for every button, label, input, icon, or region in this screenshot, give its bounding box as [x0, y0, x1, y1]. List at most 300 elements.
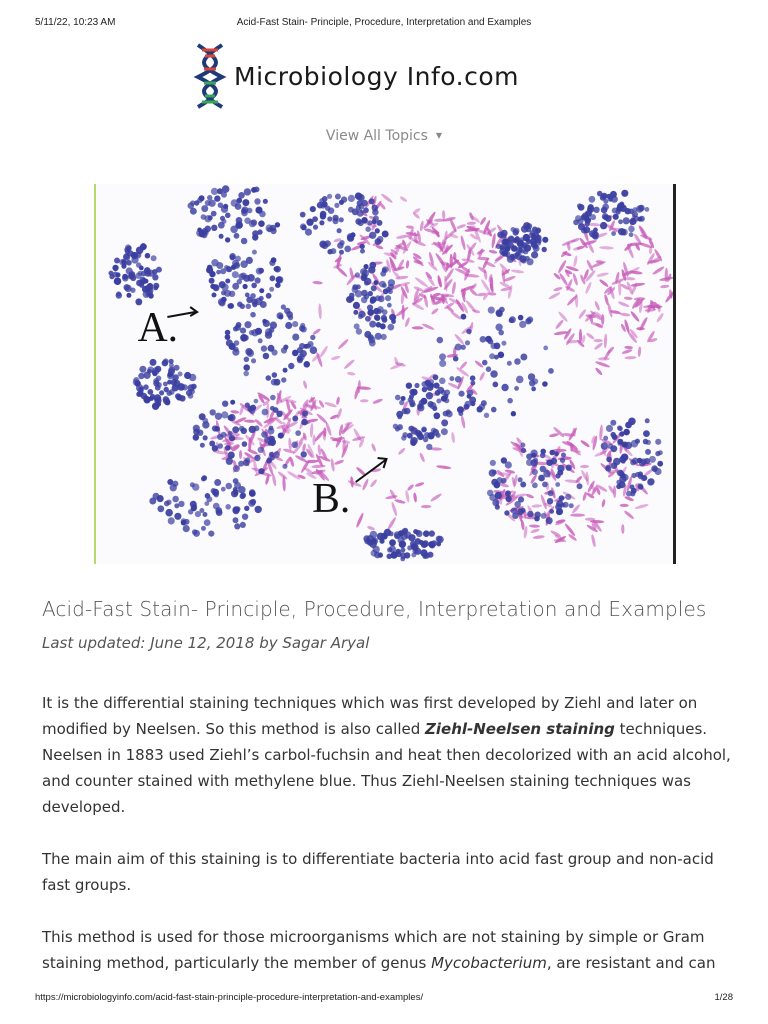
stained-coccus-cell	[292, 416, 298, 422]
stained-coccus-cell	[643, 439, 649, 445]
stained-rod-cell	[335, 435, 343, 448]
stained-coccus-cell	[610, 420, 616, 426]
stained-rod-cell	[624, 346, 633, 350]
stained-coccus-cell	[382, 268, 387, 273]
stained-rod-cell	[434, 218, 445, 222]
stained-coccus-cell	[233, 491, 238, 496]
stained-coccus-cell	[480, 336, 487, 343]
stained-coccus-cell	[221, 432, 227, 438]
stained-coccus-cell	[514, 358, 521, 365]
stained-rod-cell	[347, 372, 356, 376]
stained-coccus-cell	[258, 338, 263, 343]
stained-coccus-cell	[488, 307, 495, 314]
stained-coccus-cell	[638, 474, 643, 479]
site-brand: Microbiology Info.com	[234, 61, 519, 91]
stained-rod-cell	[419, 452, 426, 463]
stained-coccus-cell	[396, 411, 403, 418]
stained-coccus-cell	[310, 335, 315, 340]
stained-coccus-cell	[369, 232, 376, 239]
stained-coccus-cell	[139, 366, 146, 373]
stained-coccus-cell	[249, 330, 254, 335]
stained-coccus-cell	[151, 255, 157, 261]
stained-coccus-cell	[542, 482, 548, 488]
stained-coccus-cell	[188, 509, 193, 514]
stained-rod-cell	[406, 484, 414, 492]
stained-coccus-cell	[258, 447, 264, 453]
stained-rod-cell	[239, 450, 242, 459]
stained-coccus-cell	[542, 237, 548, 243]
stained-coccus-cell	[218, 298, 225, 305]
stained-coccus-cell	[263, 320, 270, 327]
site-logo[interactable]	[192, 42, 572, 110]
stained-coccus-cell	[601, 193, 607, 199]
stained-coccus-cell	[461, 345, 466, 350]
stained-coccus-cell	[401, 396, 406, 401]
stained-rod-cell	[595, 360, 611, 368]
stained-coccus-cell	[136, 262, 141, 267]
stained-rod-cell	[460, 235, 467, 250]
stained-coccus-cell	[204, 519, 211, 526]
stained-coccus-cell	[487, 490, 494, 497]
stained-coccus-cell	[363, 207, 369, 213]
stained-coccus-cell	[240, 304, 245, 309]
stained-coccus-cell	[639, 216, 645, 222]
stained-coccus-cell	[126, 246, 131, 251]
stained-coccus-cell	[159, 390, 164, 395]
stained-coccus-cell	[449, 376, 454, 381]
stained-coccus-cell	[528, 373, 535, 380]
stained-rod-cell	[637, 346, 641, 357]
stained-rod-cell	[599, 246, 614, 250]
stained-coccus-cell	[152, 403, 159, 410]
stained-coccus-cell	[149, 498, 156, 505]
stained-coccus-cell	[549, 450, 555, 456]
stained-coccus-cell	[285, 322, 292, 329]
stained-coccus-cell	[373, 280, 378, 285]
stained-coccus-cell	[153, 283, 159, 289]
stained-coccus-cell	[631, 473, 636, 478]
stained-coccus-cell	[235, 221, 243, 229]
stained-coccus-cell	[322, 196, 328, 202]
stained-coccus-cell	[206, 496, 212, 502]
stained-coccus-cell	[638, 484, 643, 489]
stained-coccus-cell	[530, 230, 535, 235]
stained-coccus-cell	[605, 215, 612, 222]
stained-coccus-cell	[515, 236, 520, 241]
stained-coccus-cell	[501, 341, 506, 346]
stained-rod-cell	[337, 338, 349, 350]
stained-rod-cell	[573, 255, 579, 267]
stained-coccus-cell	[201, 205, 208, 212]
stained-rod-cell	[405, 490, 410, 503]
stained-coccus-cell	[516, 376, 524, 384]
stained-coccus-cell	[512, 229, 518, 235]
stained-coccus-cell	[367, 220, 372, 225]
stained-coccus-cell	[166, 390, 172, 396]
stained-rod-cell	[385, 494, 398, 500]
stained-rod-cell	[397, 447, 406, 456]
stained-coccus-cell	[495, 492, 502, 499]
stained-coccus-cell	[305, 229, 312, 236]
stained-coccus-cell	[491, 407, 497, 413]
stained-coccus-cell	[554, 451, 559, 456]
stained-coccus-cell	[202, 421, 209, 428]
stained-coccus-cell	[218, 202, 224, 208]
stained-coccus-cell	[247, 274, 255, 282]
stained-coccus-cell	[382, 309, 388, 315]
stained-coccus-cell	[560, 458, 565, 463]
stained-coccus-cell	[278, 433, 284, 439]
stained-rod-cell	[530, 528, 540, 534]
stained-coccus-cell	[136, 391, 142, 397]
stained-coccus-cell	[521, 258, 526, 263]
stained-coccus-cell	[625, 208, 631, 214]
stained-coccus-cell	[531, 453, 536, 458]
stained-coccus-cell	[235, 256, 241, 262]
stained-coccus-cell	[490, 370, 498, 378]
stained-coccus-cell	[360, 249, 365, 254]
stained-coccus-cell	[548, 490, 554, 496]
stained-coccus-cell	[263, 353, 270, 360]
stained-coccus-cell	[555, 473, 560, 478]
stained-coccus-cell	[214, 479, 221, 486]
stained-coccus-cell	[244, 357, 250, 363]
stained-rod-cell	[421, 505, 432, 508]
stained-coccus-cell	[254, 399, 259, 404]
stained-coccus-cell	[371, 550, 378, 557]
stained-coccus-cell	[625, 422, 632, 429]
stained-coccus-cell	[229, 435, 235, 441]
stained-coccus-cell	[376, 322, 382, 328]
stained-coccus-cell	[419, 540, 424, 545]
stained-rod-cell	[394, 499, 406, 505]
stained-rod-cell	[594, 367, 603, 376]
stained-coccus-cell	[288, 363, 294, 369]
stained-rod-cell	[288, 438, 292, 451]
stained-coccus-cell	[504, 239, 511, 246]
stained-coccus-cell	[382, 283, 387, 288]
stained-coccus-cell	[372, 219, 377, 224]
stained-coccus-cell	[222, 401, 228, 407]
stained-coccus-cell	[211, 488, 217, 494]
stained-coccus-cell	[569, 503, 574, 508]
stained-rod-cell	[283, 448, 295, 454]
stained-coccus-cell	[436, 536, 442, 542]
stained-coccus-cell	[410, 437, 418, 445]
stained-coccus-cell	[603, 436, 608, 441]
stained-coccus-cell	[439, 353, 446, 360]
stained-coccus-cell	[337, 228, 342, 233]
dna-helix-icon	[192, 43, 228, 109]
stained-rod-cell	[613, 486, 616, 498]
stained-coccus-cell	[531, 387, 536, 392]
stained-coccus-cell	[518, 315, 524, 321]
stained-rod-cell	[586, 332, 595, 340]
stained-coccus-cell	[526, 258, 533, 265]
stained-coccus-cell	[341, 196, 347, 202]
stained-rod-cell	[634, 503, 648, 510]
stained-coccus-cell	[216, 262, 223, 269]
stained-coccus-cell	[123, 284, 129, 290]
stained-coccus-cell	[263, 199, 268, 204]
stained-coccus-cell	[400, 548, 405, 553]
stained-coccus-cell	[250, 293, 256, 299]
stained-coccus-cell	[147, 389, 153, 395]
stained-coccus-cell	[608, 444, 613, 449]
stained-coccus-cell	[295, 430, 301, 436]
stained-rod-cell	[590, 534, 596, 548]
stained-coccus-cell	[584, 217, 591, 224]
stained-coccus-cell	[385, 295, 391, 301]
stained-rod-cell	[578, 308, 587, 319]
stained-coccus-cell	[278, 315, 283, 320]
stained-coccus-cell	[519, 321, 526, 328]
ziehl-neelsen-term: Ziehl-Neelsen staining	[425, 720, 615, 738]
stained-coccus-cell	[611, 231, 616, 236]
stained-coccus-cell	[381, 334, 387, 340]
stained-coccus-cell	[532, 482, 538, 488]
stained-rod-cell	[436, 465, 451, 470]
stained-coccus-cell	[400, 557, 405, 562]
stained-coccus-cell	[274, 266, 281, 273]
stained-coccus-cell	[605, 466, 611, 472]
stained-coccus-cell	[540, 466, 547, 473]
stained-coccus-cell	[638, 205, 645, 212]
stained-rod-cell	[414, 276, 429, 288]
stained-coccus-cell	[301, 326, 307, 332]
stained-coccus-cell	[590, 214, 596, 220]
stained-coccus-cell	[116, 292, 123, 299]
stained-coccus-cell	[251, 283, 257, 289]
stained-coccus-cell	[202, 512, 207, 517]
stained-coccus-cell	[623, 429, 630, 436]
stained-coccus-cell	[244, 321, 251, 328]
stained-coccus-cell	[246, 257, 253, 264]
stained-rod-cell	[369, 479, 378, 488]
stained-coccus-cell	[520, 354, 527, 361]
stained-coccus-cell	[243, 284, 248, 289]
stained-coccus-cell	[439, 378, 446, 385]
stained-coccus-cell	[374, 314, 380, 320]
stained-coccus-cell	[429, 402, 436, 409]
stained-coccus-cell	[543, 346, 548, 351]
stained-rod-cell	[360, 399, 369, 402]
stained-coccus-cell	[189, 374, 197, 382]
stained-rod-cell	[621, 524, 624, 534]
stained-coccus-cell	[255, 277, 261, 283]
stained-coccus-cell	[652, 467, 657, 472]
stained-rod-cell	[624, 296, 633, 300]
stained-coccus-cell	[501, 384, 508, 391]
stained-coccus-cell	[360, 244, 365, 249]
stained-coccus-cell	[243, 371, 249, 377]
stained-coccus-cell	[458, 391, 464, 397]
stained-rod-cell	[630, 310, 641, 322]
stained-coccus-cell	[540, 449, 546, 455]
stained-coccus-cell	[172, 496, 179, 503]
stained-coccus-cell	[227, 415, 233, 421]
print-footer	[35, 992, 733, 1004]
stained-coccus-cell	[388, 279, 395, 286]
stained-rod-cell	[350, 476, 354, 488]
stained-coccus-cell	[300, 212, 306, 218]
stained-coccus-cell	[632, 211, 638, 217]
stained-coccus-cell	[635, 439, 640, 444]
stained-coccus-cell	[226, 458, 233, 465]
stained-coccus-cell	[188, 384, 195, 391]
stained-coccus-cell	[433, 374, 439, 380]
stained-coccus-cell	[241, 428, 247, 434]
stained-coccus-cell	[192, 504, 197, 509]
stained-coccus-cell	[602, 204, 609, 211]
stained-coccus-cell	[581, 227, 587, 233]
stained-coccus-cell	[611, 462, 618, 469]
stained-coccus-cell	[232, 349, 239, 356]
stained-coccus-cell	[541, 513, 547, 519]
stained-rod-cell	[601, 314, 604, 325]
stained-coccus-cell	[112, 272, 118, 278]
stained-coccus-cell	[312, 216, 318, 222]
stained-rod-cell	[531, 504, 542, 508]
stained-rod-cell	[230, 410, 239, 414]
stained-coccus-cell	[262, 409, 269, 416]
stained-coccus-cell	[630, 459, 636, 465]
stained-coccus-cell	[163, 358, 169, 364]
stained-rod-cell	[618, 281, 621, 296]
stained-coccus-cell	[238, 273, 245, 280]
stained-coccus-cell	[623, 217, 630, 224]
stained-coccus-cell	[165, 509, 173, 517]
stained-coccus-cell	[369, 340, 376, 347]
stained-coccus-cell	[130, 288, 135, 293]
stained-coccus-cell	[221, 411, 228, 418]
stained-coccus-cell	[259, 288, 264, 293]
stained-rod-cell	[336, 408, 343, 420]
stained-coccus-cell	[470, 401, 475, 406]
paragraph-usage-text-1: This method is used for those microorganisms which are not staining by simple or Gram staining method, particularly the member of genus	[42, 928, 705, 972]
stained-coccus-cell	[520, 443, 525, 448]
stained-coccus-cell	[629, 232, 634, 237]
stained-coccus-cell	[534, 516, 540, 522]
stained-coccus-cell	[220, 268, 226, 274]
stained-coccus-cell	[211, 293, 216, 298]
stained-coccus-cell	[231, 199, 238, 206]
stained-coccus-cell	[275, 282, 281, 288]
stained-coccus-cell	[240, 334, 248, 342]
stained-coccus-cell	[225, 237, 230, 242]
stained-coccus-cell	[269, 426, 274, 431]
stained-coccus-cell	[593, 228, 598, 233]
stained-coccus-cell	[122, 274, 128, 280]
stained-coccus-cell	[145, 253, 151, 259]
stained-coccus-cell	[225, 330, 231, 336]
stained-coccus-cell	[352, 286, 359, 293]
stained-coccus-cell	[225, 279, 230, 284]
stained-coccus-cell	[114, 277, 122, 285]
stained-coccus-cell	[358, 220, 364, 226]
stained-coccus-cell	[505, 496, 511, 502]
stained-coccus-cell	[389, 539, 396, 546]
stained-coccus-cell	[388, 289, 393, 294]
stained-coccus-cell	[339, 250, 344, 255]
stained-coccus-cell	[573, 219, 579, 225]
stained-coccus-cell	[406, 383, 412, 389]
stained-coccus-cell	[370, 296, 377, 303]
stained-coccus-cell	[283, 345, 288, 350]
stained-coccus-cell	[647, 479, 654, 486]
stained-coccus-cell	[188, 393, 194, 399]
stained-coccus-cell	[150, 359, 157, 366]
stained-coccus-cell	[495, 324, 502, 331]
stained-coccus-cell	[657, 461, 663, 467]
stained-rod-cell	[302, 443, 307, 452]
stained-coccus-cell	[530, 459, 537, 466]
stained-rod-cell	[442, 210, 446, 220]
stained-rod-cell	[660, 284, 670, 288]
stained-rod-cell	[598, 357, 610, 360]
stained-coccus-cell	[164, 501, 170, 507]
caret-down-icon: ▼	[435, 131, 443, 140]
stained-coccus-cell	[504, 245, 510, 251]
stained-coccus-cell	[555, 482, 560, 487]
stained-rod-cell	[555, 319, 565, 330]
stained-coccus-cell	[223, 204, 228, 209]
stained-coccus-cell	[269, 260, 275, 266]
stained-coccus-cell	[254, 455, 260, 461]
stained-coccus-cell	[339, 217, 344, 222]
stained-coccus-cell	[192, 529, 198, 535]
stained-coccus-cell	[251, 187, 257, 193]
stained-coccus-cell	[175, 393, 181, 399]
paragraph-usage	[42, 924, 732, 976]
stained-coccus-cell	[611, 196, 618, 203]
stained-coccus-cell	[276, 277, 281, 282]
stained-coccus-cell	[201, 526, 206, 531]
stained-coccus-cell	[547, 498, 553, 504]
stained-coccus-cell	[292, 442, 299, 449]
stained-coccus-cell	[249, 489, 256, 496]
stained-rod-cell	[643, 305, 656, 308]
stained-rod-cell	[630, 282, 645, 287]
stained-coccus-cell	[234, 262, 241, 269]
stained-coccus-cell	[204, 215, 211, 222]
stained-rod-cell	[479, 371, 486, 381]
stained-coccus-cell	[413, 529, 418, 534]
stained-coccus-cell	[126, 293, 131, 298]
stained-coccus-cell	[492, 382, 498, 388]
stained-rod-cell	[402, 305, 405, 320]
stained-coccus-cell	[375, 238, 382, 245]
stained-coccus-cell	[517, 241, 524, 248]
stained-coccus-cell	[504, 251, 510, 257]
stained-rod-cell	[572, 273, 579, 286]
stained-coccus-cell	[441, 419, 448, 426]
stained-coccus-cell	[207, 265, 213, 271]
view-all-topics-menu[interactable]	[0, 128, 768, 144]
stained-coccus-cell	[204, 226, 211, 233]
stained-coccus-cell	[505, 461, 512, 468]
stained-coccus-cell	[437, 337, 444, 344]
stained-coccus-cell	[534, 235, 541, 242]
stained-coccus-cell	[368, 266, 375, 273]
stained-coccus-cell	[146, 284, 153, 291]
stained-coccus-cell	[504, 510, 509, 515]
stained-coccus-cell	[482, 360, 488, 366]
stained-coccus-cell	[507, 398, 513, 404]
stained-coccus-cell	[273, 451, 280, 458]
stained-coccus-cell	[394, 533, 400, 539]
stained-coccus-cell	[199, 413, 206, 420]
